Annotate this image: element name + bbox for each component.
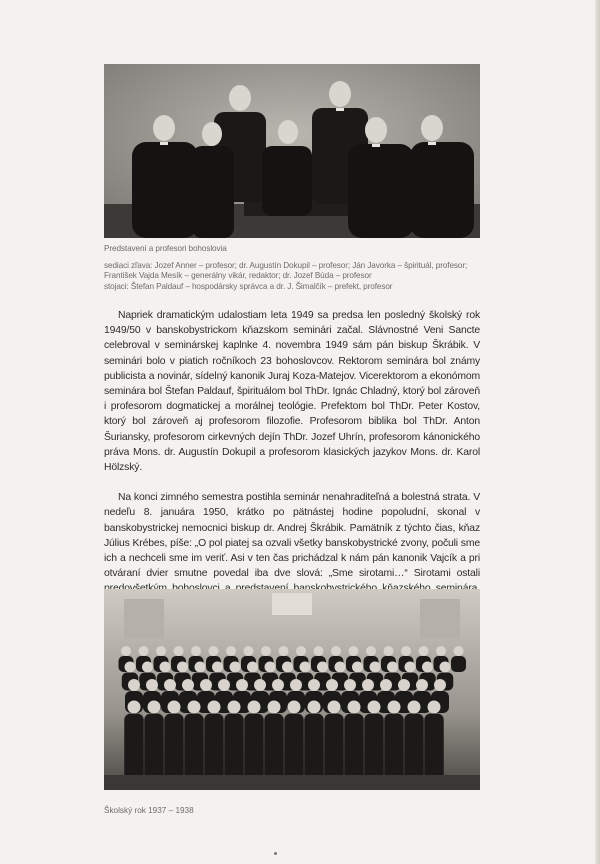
photo-seminarians-image [104, 589, 480, 790]
article-paragraph: Napriek dramatickým udalostiam leta 1949 sa predsa len posledný školský rok 1949/50 v banskobystrickom kňazskom seminári začal. Slávnostné Veni Sancte celebroval v seminárskej kaplnke 4. novembra 1949 sám pán biskup Škrábik. V seminári bolo v piatich ročníkoch 23 bohoslovcov. Rektorom seminára bol známy publicista a novinár, sídelný kanonik Juraj Koza-Matejov. Vicerektorom a ekonómom seminára bol Štefan Paldauf, špirituálom bol ThDr. Ignác Chladný, ktorý bol zároveň i profesorom dogmatickej a morálnej teológie. Prefektom bol ThDr. Peter Kostov, ktorý bol zároveň aj profesorom filozofie. Profesorom biblika bol ThDr. Anton Šuriansky, profesorom cirkevných dejín ThDr. Jozef Uhrín, profesorom kánonického práva Mons. dr. Augustín Dokupil a profesorom klasických jazykov Mons. dr. Karol Hölzský. [104, 310, 480, 474]
group-photo-professors [104, 64, 480, 238]
caption-line: stojaci: Štefan Paldauf – hospodársky správca a dr. J. Šimalčík – prefekt, profesor [104, 281, 393, 291]
article-paragraph: Na konci zimného semestra postihla seminár nenahraditeľná a bolestná strata. V nedeľu 8. januára 1950, krátko po pätnástej hodine popoludní, skonal v banskobystrickej nemocnici biskup dr. Andrej Škrábik. Pamätník z týchto čias, kňaz Július Krébes, píše: „O pol piatej sa ozvali všetky banskobystrické zvony, počuli sme ich a nechceli sme im veriť. Asi v ten čas prichádzal k nám pán kanonik Vajcík a pri otváraní dvier smutne povedal iba dve slová: „Sme sirotami…“ Sirotami ostali [104, 492, 480, 580]
photo-professors-image [104, 64, 480, 238]
page-marker [274, 852, 277, 855]
photo-caption-seminarians: Školský rok 1937 – 1938 [104, 806, 194, 815]
group-photo-seminarians [104, 589, 480, 790]
photo-caption-professors [104, 244, 494, 292]
page-edge [595, 0, 600, 864]
caption-line: František Vajda Mesík – generálny vikár, redaktor; dr. Jozef Búda – profesor [104, 271, 372, 281]
caption-title: Predstavení a profesori bohoslovia [104, 244, 227, 253]
caption-line: sediaci zľava: Jozef Anner – profesor; dr. Augustín Dokupil – profesor; Ján Javorka – špirituál, profesor; [104, 260, 468, 270]
